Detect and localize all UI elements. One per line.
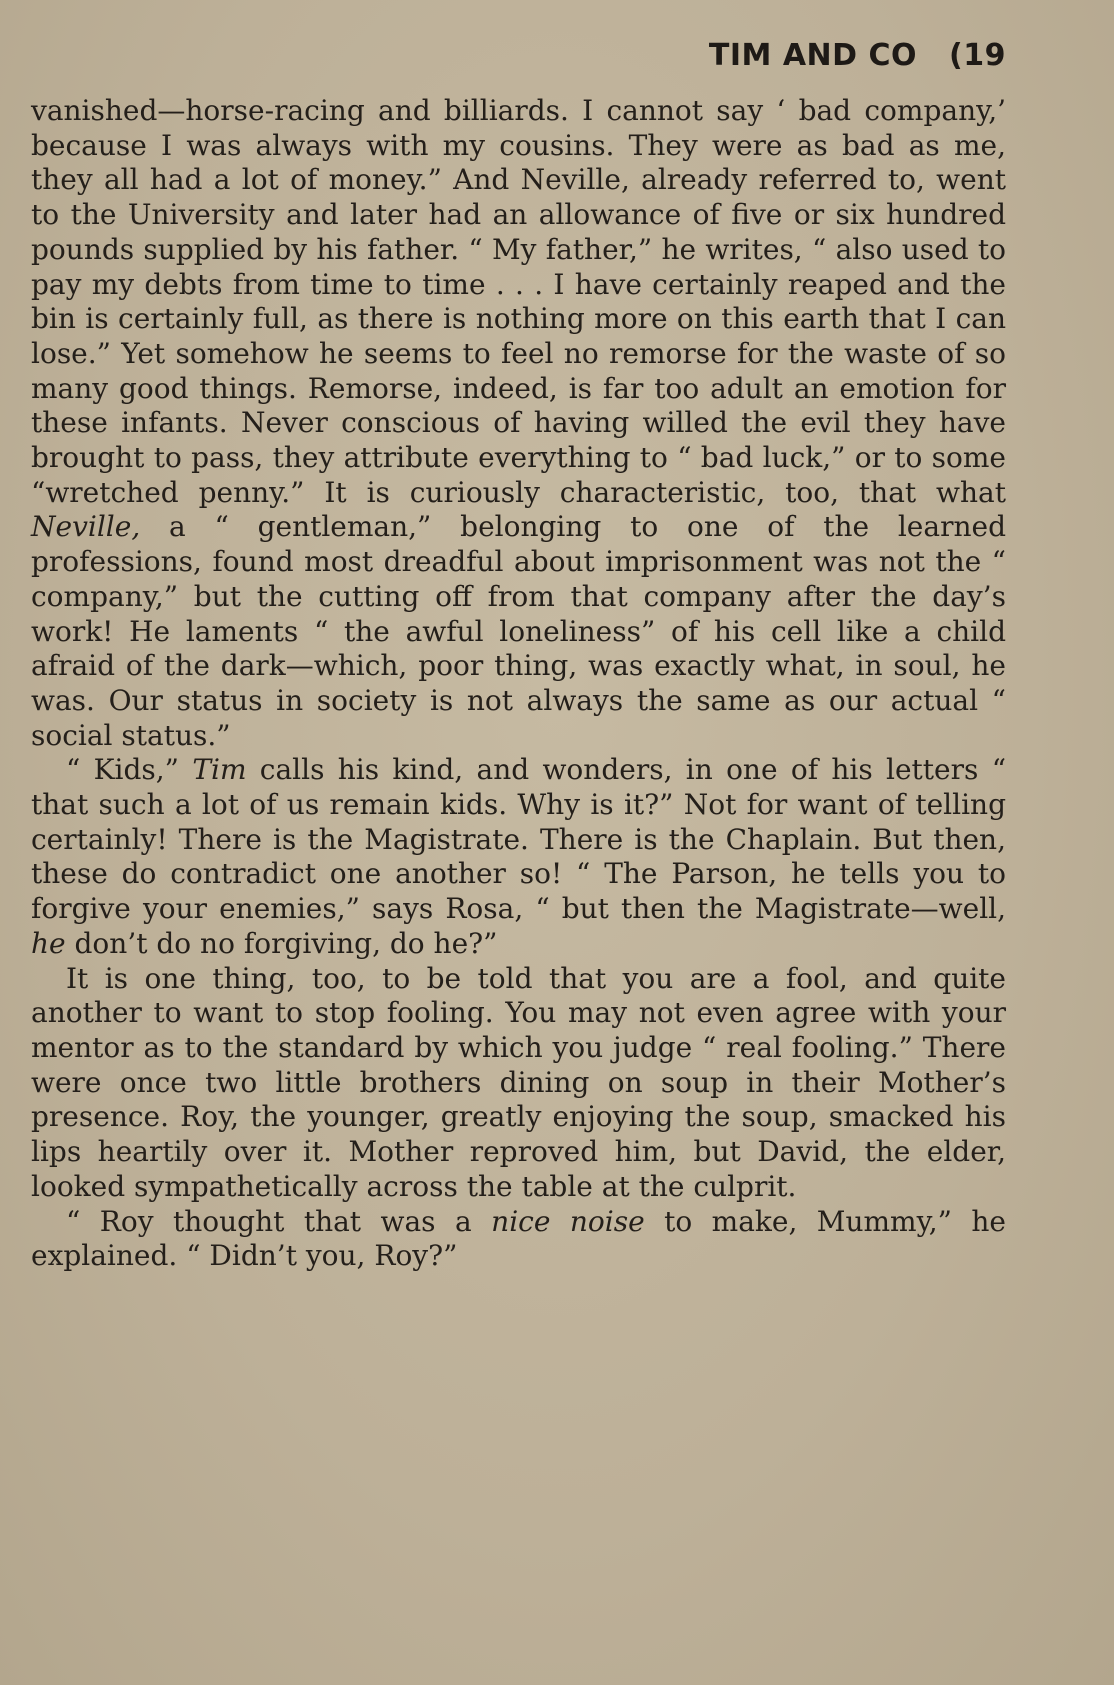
paragraph [31, 1205, 1006, 1274]
paragraph [31, 962, 1006, 1205]
paragraph-text: don’t do no forgiving, do he?” [65, 926, 498, 960]
paragraph-text: “ Kids,” [66, 753, 193, 787]
paragraph-text: vanished—horse-racing and billiards. I cannot say ‘ bad company,’ because I was always with my cousins. They were as bad as me, they all had a lot of money.” And Neville, already referred to, went to the University and later had an allowance of five or six hundred pounds supplied by his father. “ My father,” he writes, “ also used to pay my debts from time to time . . . I have certainly reaped and the bin is certainly full, as there is nothing more on this earth that I can lose.” Yet somehow he seems to feel no remorse for the waste of so many good things. Remorse, indeed, is far too adult an emotion for these infants. Never conscious of having willed the evil they have brought to pass, they attribute everything to “ bad luck,” or to some “wretched penny.” It is curiously characteristic, too, that what [31, 94, 1006, 509]
italic-text: Neville, [31, 510, 141, 544]
running-head [709, 38, 1006, 73]
paragraph-text: “ Roy thought that was a [66, 1204, 492, 1238]
paragraph-text: to make, Mummy,” he explained. “ Didn’t you, Roy?” [31, 1204, 1006, 1273]
running-head-title: TIM AND CO [708, 38, 918, 73]
paragraph [31, 753, 1006, 961]
italic-text: Tim [192, 753, 247, 787]
paragraph-text: It is one thing, too, to be told that you are a fool, and quite another to want to stop fooling. You may not even agree with your mentor as to the standard by which you judge “ real fooling.” There were once two little brothers dining on soup in their Mother’s presence. Roy, the younger, greatly enjoying the soup, smacked his lips heartily over it. Mother reproved him, but David, the elder, looked sympathetically across the table at the culprit. [31, 961, 1006, 1203]
body-text [31, 94, 1006, 1274]
paragraph-text: calls his kind, and wonders, in one of his letters “ that such a lot of us remain kids. Why is it?” Not for want of telling certainly! There is the Magistrate. There is the Chaplain. But then, these do contradict one another so! “ The Parson, he tells you to forgive your enemies,” says Rosa, “ but then the Magistrate—well, [31, 753, 1007, 926]
paragraph [31, 94, 1006, 753]
italic-text: he [31, 926, 66, 960]
page-number: (19 [949, 38, 1006, 73]
paragraph-text: a “ gentleman,” belonging to one of the learned professions, found most dreadful about imprisonment was not the “ company,” but the cutting off from that company after the day’s work! He laments “ the awful loneliness” of his cell like a child afraid of the dark—which, poor thing, was exactly what, in soul, he was. Our status in society is not always the same as our actual “ social status.” [31, 510, 1006, 752]
italic-text: nice noise [491, 1204, 645, 1238]
